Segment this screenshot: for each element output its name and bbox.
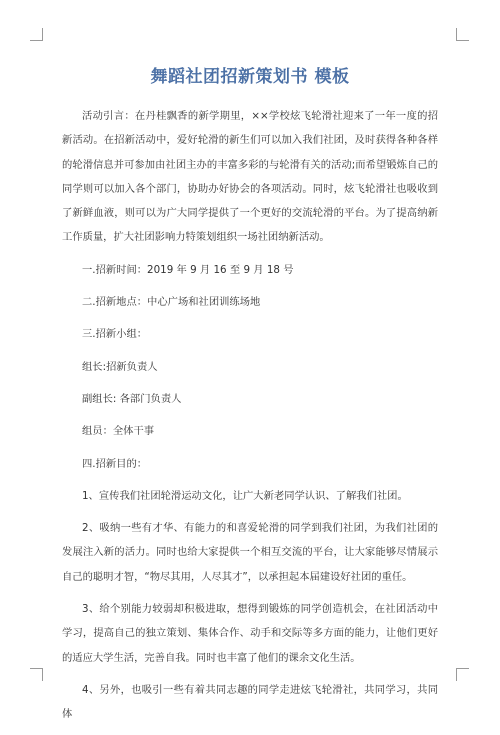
paragraph-purpose-2: 2、吸纳一些有才华、有能力的和喜爱轮滑的同学到我们社团，为我们社团的发展注入新的活力。同时也给大家提供一个相互交流的平台，让大家能够尽情展示自己的聪明才智，“物尽其用，人尽其才”，以承担起本届建设好社团的重任。	[62, 522, 438, 583]
document-body	[62, 104, 438, 735]
document-title: 舞蹈社团招新策划书 模板	[150, 67, 350, 87]
crop-mark-top-left	[30, 28, 43, 41]
crop-mark-top-right	[456, 28, 469, 41]
paragraph-location: 二.招新地点：中心广场和社团训练场地	[82, 296, 261, 309]
paragraph-leader: 组长:招新负责人	[82, 360, 158, 373]
paragraph-time: 一.招新时间：2019 年 9 月 16 至 9 月 18 号	[82, 263, 294, 276]
paragraph-purpose-3: 3、给个别能力较弱却积极进取，想得到锻炼的同学创造机会，在社团活动中学习，提高自己的独立策划、集体合作、动手和交际等多方面的能力，让他们更好的适应大学生活，完善自我。同时也丰富了他们的课余文化生活。	[62, 603, 438, 664]
paragraph-purpose-1: 1、宣传我们社团轮滑运动文化，让广大新老同学认识、了解我们社团。	[82, 489, 408, 502]
crop-mark-bottom-right	[456, 668, 469, 681]
crop-mark-bottom-left	[30, 668, 43, 681]
paragraph-purpose-heading: 四.招新目的：	[82, 457, 148, 470]
paragraph-members: 组员：全体干事	[82, 425, 155, 438]
paragraph-group-heading: 三.招新小组：	[82, 328, 148, 341]
paragraph-intro: 活动引言：在丹桂飘香的新学期里，××学校炫飞轮滑社迎来了一年一度的招新活动。在招新活动中，爱好轮滑的新生们可以加入我们社团，及时获得各种各样的轮滑信息并可参加由社团主办的丰富多彩的与轮滑有关的活动;而希望锻炼自己的同学则可以加入各个部门，协助办好协会的各项活动。同时，炫飞轮滑社也吸收到了新鲜血液，则可以为广大同学提供了一个更好的交流轮滑的平台。为了提高纳新工作质量，扩大社团影响力特策划组织一场社团纳新活动。	[62, 110, 438, 244]
paragraph-purpose-4: 4、另外，也吸引一些有着共同志趣的同学走进炫飞轮滑社，共同学习，共同体	[62, 683, 438, 721]
paragraph-deputy: 副组长: 各部门负责人	[82, 392, 182, 405]
